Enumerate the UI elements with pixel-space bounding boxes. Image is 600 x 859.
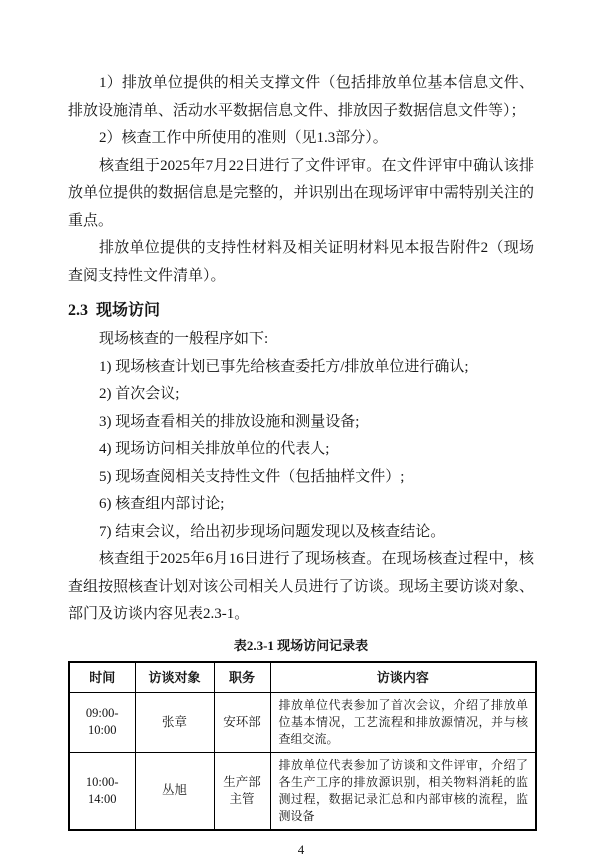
interview-record-table: [68, 661, 537, 831]
procedure-item-6: 6) 核查组内部讨论;: [99, 496, 225, 512]
procedure-item-7: 7) 结束会议，给出初步现场问题发现以及核查结论。: [99, 523, 446, 540]
cell-time: 09:00-10:00: [69, 692, 135, 752]
table-title: 表2.3-1 现场访问记录表: [233, 637, 369, 653]
table-header-row: [69, 662, 536, 693]
table-row: [69, 692, 536, 752]
paragraph-document-review: 核查组于2025年7月22日进行了文件评审。在文件评审中确认该排放单位提供的数据信息是完整的，并识别出在现场评审中需特别关注的重点。: [68, 157, 534, 229]
page-number: 4: [297, 841, 305, 857]
header-position: 职务: [214, 662, 270, 693]
cell-interviewee: 张章: [135, 692, 214, 752]
header-time: 时间: [69, 662, 135, 693]
cell-content: 排放单位代表参加了访谈和文件评审，介绍了各生产工序的排放源识别，相关物料消耗的监测过程，数据记录汇总和内部审核的流程，监测设备: [270, 752, 536, 830]
cell-position: 生产部主管: [214, 752, 270, 830]
paragraph-criteria: 2）核查工作中所使用的准则（见1.3部分）。: [99, 130, 388, 146]
paragraph-supporting-materials: 排放单位提供的支持性材料及相关证明材料见本报告附件2（现场查阅支持性文件清单）。: [68, 240, 534, 284]
header-interviewee: 访谈对象: [135, 662, 214, 693]
procedure-item-1: 1) 现场核查计划已事先给核查委托方/排放单位进行确认;: [99, 358, 469, 375]
paragraph-site-verification: 核查组于2025年6月16日进行了现场核查。在现场核查过程中，核查组按照核查计划对该公司相关人员进行了访谈。现场主要访谈对象、部门及访谈内容见表2.3-1。: [68, 551, 534, 622]
procedure-item-4: 4) 现场访问相关排放单位的代表人;: [99, 441, 330, 457]
cell-content: 排放单位代表参加了首次会议，介绍了排放单位基本情况，工艺流程和排放源情况，并与核查组交流。: [270, 692, 536, 752]
cell-interviewee: 丛旭: [135, 752, 214, 830]
procedure-item-5: 5) 现场查阅相关支持性文件（包括抽样文件）;: [99, 468, 405, 485]
procedure-list: [68, 354, 534, 547]
section-heading-site-visit: 2.3 现场访问: [68, 302, 161, 319]
paragraph-support-files: 1）排放单位提供的相关支撑文件（包括排放单位基本信息文件、排放设施清单、活动水平数据信息文件、排放因子数据信息文件等）；: [68, 75, 534, 119]
procedure-intro: 现场核查的一般程序如下:: [99, 331, 269, 347]
procedure-item-2: 2) 首次会议;: [99, 386, 180, 402]
table-row: [69, 752, 536, 830]
cell-position: 安环部: [214, 692, 270, 752]
header-content: 访谈内容: [270, 662, 536, 693]
cell-time: 10:00-14:00: [69, 752, 135, 830]
procedure-item-3: 3) 现场查看相关的排放设施和测量设备;: [99, 413, 360, 430]
